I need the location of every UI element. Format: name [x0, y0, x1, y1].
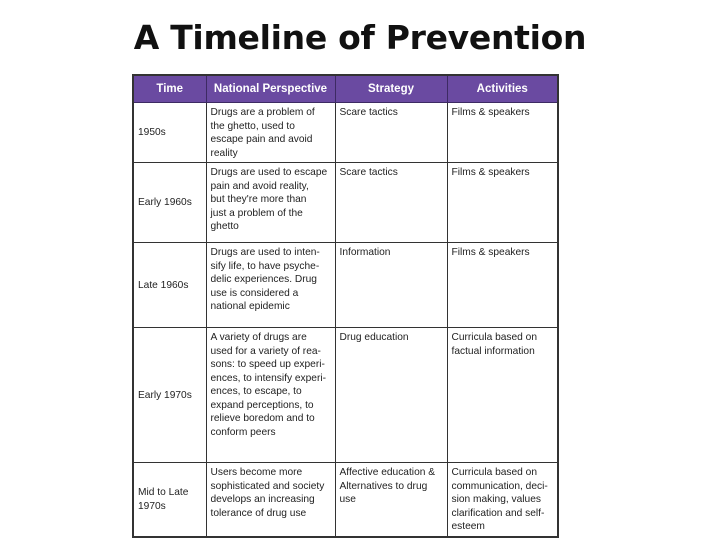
table-row — [133, 103, 558, 163]
cell-text-line: national epidemic — [210, 301, 290, 312]
cell-national-perspective — [206, 243, 335, 328]
cell-time: Early 1970s — [133, 328, 206, 463]
cell-text-line: clarification and self- — [451, 507, 545, 519]
cell-national-perspective — [206, 103, 335, 163]
table-header-row — [133, 75, 558, 103]
cell-text-line: sion making, values — [451, 494, 541, 505]
table-row — [133, 243, 558, 328]
cell-text-line: ghetto — [210, 221, 239, 232]
cell-text-line: Information — [339, 247, 391, 258]
table-row — [133, 463, 558, 537]
cell-time: Early 1960s — [133, 163, 206, 243]
column-header-time: Time — [133, 75, 206, 103]
cell-text-line: escape pain and avoid — [210, 134, 313, 145]
cell-text-line: pain and avoid reality, — [210, 180, 309, 192]
column-header-activities: Activities — [447, 75, 558, 103]
cell-strategy — [335, 243, 447, 328]
cell-strategy — [335, 103, 447, 163]
cell-activities — [447, 163, 558, 243]
cell-text-line: develops an increasing — [210, 494, 315, 505]
cell-activities — [447, 243, 558, 328]
cell-time: Late 1960s — [133, 243, 206, 328]
column-header-national-perspective: National Perspective — [206, 75, 335, 103]
cell-text-line: Users become more — [210, 467, 303, 478]
cell-text-line: 1970s — [138, 500, 166, 512]
cell-text-line: but they're more than — [210, 194, 307, 205]
table-row — [133, 163, 558, 243]
cell-strategy — [335, 163, 447, 243]
cell-text-line: communication, deci- — [451, 480, 548, 492]
cell-text-line: use — [339, 494, 356, 505]
cell-text-line: Scare tactics — [339, 167, 398, 178]
timeline-table — [132, 74, 559, 538]
cell-text-line: factual information — [451, 345, 535, 357]
cell-text-line: Affective education & — [339, 467, 436, 478]
cell-text-line: A variety of drugs are — [210, 332, 307, 343]
cell-text-line: sify life, to have psyche- — [210, 260, 320, 272]
page-title: A Timeline of Prevention — [133, 18, 587, 57]
cell-text-line: Drugs are a problem of — [210, 107, 315, 118]
cell-text-line: Drug education — [339, 332, 409, 343]
cell-text-line: just a problem of the — [210, 207, 303, 219]
cell-national-perspective — [206, 163, 335, 243]
cell-activities — [447, 328, 558, 463]
cell-text-line: reality — [210, 147, 238, 159]
cell-text-line: relieve boredom and to — [210, 413, 315, 424]
cell-activities — [447, 103, 558, 163]
cell-text-line: use is considered a — [210, 287, 299, 299]
cell-text-line: conform peers — [210, 426, 276, 438]
cell-text-line: Drugs are used to inten- — [210, 247, 320, 258]
cell-text-line: Drugs are used to escape — [210, 167, 328, 178]
cell-text-line: Films & speakers — [451, 107, 530, 118]
cell-text-line: Scare tactics — [339, 107, 398, 118]
cell-text-line: ences, to escape, to — [210, 386, 302, 397]
cell-text-line: expand perceptions, to — [210, 399, 314, 411]
cell-text-line: sons: to speed up experi- — [210, 359, 325, 370]
cell-text-line: esteem — [451, 521, 485, 532]
cell-text-line: Mid to Late — [138, 487, 189, 499]
cell-text-line: Curricula based on — [451, 332, 538, 343]
table-row — [133, 328, 558, 463]
cell-text-line: ences, to intensify experi- — [210, 372, 327, 384]
cell-text-line: Alternatives to drug — [339, 480, 428, 492]
cell-strategy — [335, 463, 447, 537]
cell-time — [133, 463, 206, 537]
cell-text-line: used for a variety of rea- — [210, 345, 321, 357]
cell-strategy — [335, 328, 447, 463]
cell-time: 1950s — [133, 103, 206, 163]
cell-text-line: the ghetto, used to — [210, 120, 295, 132]
cell-text-line: tolerance of drug use — [210, 507, 307, 519]
cell-text-line: delic experiences. Drug — [210, 274, 317, 285]
cell-text-line: Films & speakers — [451, 247, 530, 258]
cell-national-perspective — [206, 463, 335, 537]
cell-national-perspective — [206, 328, 335, 463]
cell-text-line: Films & speakers — [451, 167, 530, 178]
cell-text-line: Curricula based on — [451, 467, 538, 478]
cell-text-line: sophisticated and society — [210, 480, 325, 492]
cell-activities — [447, 463, 558, 537]
timeline-table-container — [132, 74, 557, 535]
column-header-strategy: Strategy — [335, 75, 447, 103]
